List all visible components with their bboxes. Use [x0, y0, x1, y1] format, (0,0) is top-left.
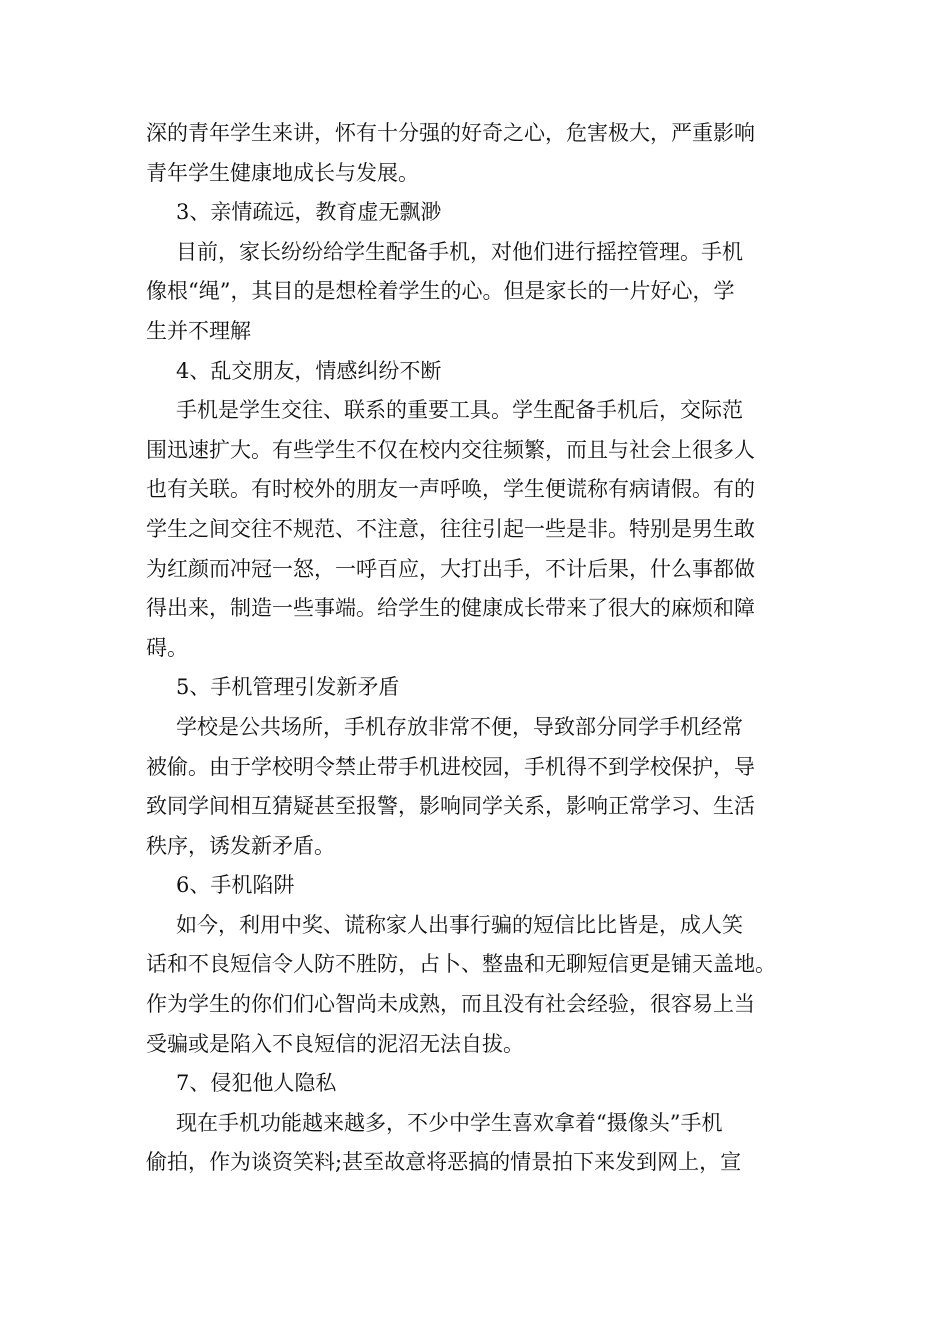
text-line: 深的青年学生来讲，怀有十分强的好奇之心，危害极大，严重影响 — [146, 121, 755, 145]
text-line: 也有关联。有时校外的朋友一声呼唤，学生便谎称有病请假。有的 — [146, 477, 755, 502]
text-line: 致同学间相互猜疑甚至报警，影响同学关系，影响正常学习、生活 — [146, 794, 755, 819]
document-page — [146, 114, 786, 1183]
paragraph-start-line: 6、手机陷阱 — [176, 873, 295, 898]
text-line: 作为学生的你们们心智尚未成熟，而且没有社会经验，很容易上当 — [146, 992, 755, 1017]
text-line: 学生之间交往不规范、不注意，往往引起一些是非。特别是男生敢 — [146, 516, 755, 541]
paragraph-start-line: 学校是公共场所，手机存放非常不便，导致部分同学手机经常 — [176, 714, 743, 739]
text-line: 偷拍，作为谈资笑料;甚至故意将恶搞的情景拍下来发到网上，宣 — [146, 1150, 742, 1175]
text-line: 青年学生健康地成长与发展。 — [146, 160, 419, 185]
text-line: 生并不理解 — [146, 318, 251, 343]
text-line: 像根“绳”，其目的是想栓着学生的心。但是家长的一片好心，学 — [146, 279, 735, 304]
paragraph-start-line: 手机是学生交往、联系的重要工具。学生配备手机后，交际范 — [176, 398, 743, 423]
paragraph-start-line: 5、手机管理引发新矛盾 — [176, 675, 400, 700]
paragraph-start-line: 目前，家长纷纷给学生配备手机，对他们进行摇控管理。手机 — [176, 239, 743, 264]
paragraph-start-line: 如今，利用中奖、谎称家人出事行骗的短信比比皆是，成人笑 — [176, 912, 743, 937]
text-line: 围迅速扩大。有些学生不仅在校内交往频繁，而且与社会上很多人 — [146, 437, 755, 462]
paragraph-start-line: 7、侵犯他人隐私 — [176, 1071, 337, 1096]
text-line: 被偷。由于学校明令禁止带手机进校园，手机得不到学校保护，导 — [146, 754, 755, 779]
paragraph-start-line: 3、亲情疏远，教育虚无飘渺 — [176, 200, 442, 225]
paragraph-start-line: 现在手机功能越来越多，不少中学生喜欢拿着“摄像头”手机 — [176, 1110, 723, 1135]
text-line: 秩序，诱发新矛盾。 — [146, 833, 335, 858]
text-line: 得出来，制造一些事端。给学生的健康成长带来了很大的麻烦和障 — [146, 596, 755, 621]
paragraph-start-line: 4、乱交朋友，情感纠纷不断 — [176, 358, 442, 383]
text-line: 受骗或是陷入不良短信的泥沼无法自拔。 — [146, 1031, 524, 1056]
text-line: 为红颜而冲冠一怒，一呼百应，大打出手，不计后果，什么事都做 — [146, 556, 755, 581]
text-line: 话和不良短信令人防不胜防，占卜、整蛊和无聊短信更是铺天盖地。 — [146, 952, 776, 977]
text-line: 碍。 — [146, 635, 188, 660]
